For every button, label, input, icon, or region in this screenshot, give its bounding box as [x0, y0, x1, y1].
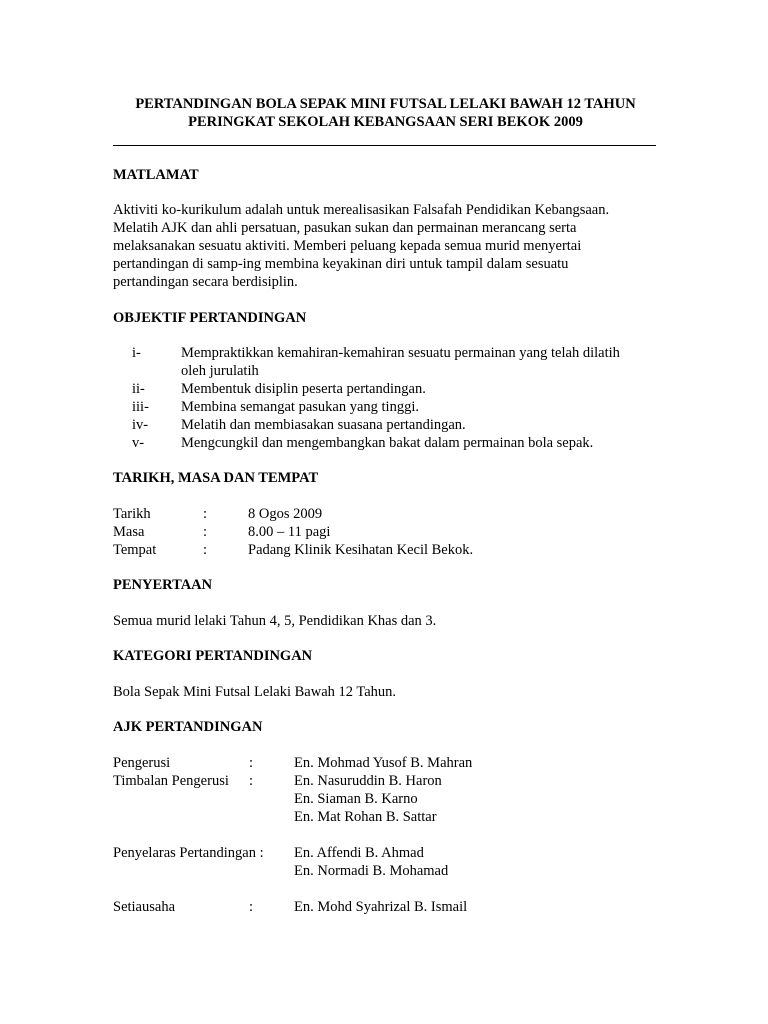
kategori-heading: KATEGORI PERTANDINGAN [113, 648, 313, 664]
ajk-role: Penyelaras Pertandingan : [113, 845, 264, 861]
objektif-item-text: Mempraktikkan kemahiran-kemahiran sesuatu permainan yang telah dilatih [181, 345, 620, 361]
tarikh-label: Tarikh [113, 506, 151, 522]
tarikh-heading: TARIKH, MASA DAN TEMPAT [113, 470, 319, 486]
matlamat-line: Melatih AJK dan ahli persatuan, pasukan sukan dan permainan merancang serta [113, 220, 577, 236]
objektif-item-number: i- [132, 345, 141, 361]
ajk-member: En. Mat Rohan B. Sattar [294, 809, 437, 825]
objektif-item-text: oleh jurulatih [181, 363, 259, 379]
penyertaan-heading: PENYERTAAN [113, 577, 213, 593]
ajk-row [113, 808, 658, 826]
ajk-member: En. Affendi B. Ahmad [294, 845, 424, 861]
matlamat-line: melaksanakan sesuatu aktiviti. Memberi peluang kepada semua murid menyertai [113, 238, 582, 254]
tarikh-label: Tempat [113, 542, 157, 558]
kategori-text: Bola Sepak Mini Futsal Lelaki Bawah 12 Tahun. [113, 684, 397, 700]
ajk-member: En. Nasuruddin B. Haron [294, 773, 442, 789]
objektif-item-text: Membentuk disiplin peserta pertandingan. [181, 381, 426, 397]
objektif-heading: OBJEKTIF PERTANDINGAN [113, 310, 307, 326]
objektif-item-number: ii- [132, 381, 145, 397]
matlamat-line: pertandingan di samp-ing membina keyakinan diri untuk tampil dalam sesuatu [113, 256, 569, 272]
tarikh-colon: : [203, 542, 208, 558]
tarikh-value: Padang Klinik Kesihatan Kecil Bekok. [248, 542, 474, 558]
document-title-line-1: PERTANDINGAN BOLA SEPAK MINI FUTSAL LELAKI BAWAH 12 TAHUN [135, 96, 636, 112]
document-title-line-2: PERINGKAT SEKOLAH KEBANGSAAN SERI BEKOK 2009 [188, 114, 583, 130]
ajk-role: Timbalan Pengerusi [113, 773, 229, 789]
ajk-role: Pengerusi [113, 755, 171, 771]
objektif-item-text: Melatih dan membiasakan suasana pertandingan. [181, 417, 466, 433]
ajk-row [113, 862, 658, 880]
ajk-colon: : [249, 755, 254, 771]
objektif-item-number: iv- [132, 417, 149, 433]
ajk-row [113, 844, 658, 862]
tarikh-row [113, 505, 658, 523]
tarikh-colon: : [203, 524, 208, 540]
title-divider [113, 145, 656, 146]
ajk-row [113, 790, 658, 808]
ajk-row [113, 772, 658, 790]
ajk-role: Setiausaha [113, 899, 176, 915]
tarikh-row [113, 541, 658, 559]
ajk-colon: : [249, 899, 254, 915]
tarikh-colon: : [203, 506, 208, 522]
ajk-member: En. Siaman B. Karno [294, 791, 418, 807]
penyertaan-text: Semua murid lelaki Tahun 4, 5, Pendidikan Khas dan 3. [113, 613, 437, 629]
tarikh-label: Masa [113, 524, 145, 540]
tarikh-value: 8.00 – 11 pagi [248, 524, 331, 540]
ajk-heading: AJK PERTANDINGAN [113, 719, 263, 735]
matlamat-line: Aktiviti ko-kurikulum adalah untuk merealisasikan Falsafah Pendidikan Kebangsaan. [113, 202, 610, 218]
ajk-row [113, 898, 658, 916]
ajk-member: En. Mohd Syahrizal B. Ismail [294, 899, 468, 915]
objektif-item-number: v- [132, 435, 145, 451]
objektif-item-text: Mengcungkil dan mengembangkan bakat dalam permainan bola sepak. [181, 435, 594, 451]
matlamat-heading: MATLAMAT [113, 167, 199, 183]
ajk-member: En. Mohmad Yusof B. Mahran [294, 755, 473, 771]
ajk-row [113, 754, 658, 772]
tarikh-value: 8 Ogos 2009 [248, 506, 323, 522]
objektif-item-text: Membina semangat pasukan yang tinggi. [181, 399, 419, 415]
objektif-item-number: iii- [132, 399, 149, 415]
ajk-member: En. Normadi B. Mohamad [294, 863, 449, 879]
ajk-colon: : [249, 773, 254, 789]
matlamat-line: pertandingan secara berdisiplin. [113, 274, 298, 290]
tarikh-row [113, 523, 658, 541]
